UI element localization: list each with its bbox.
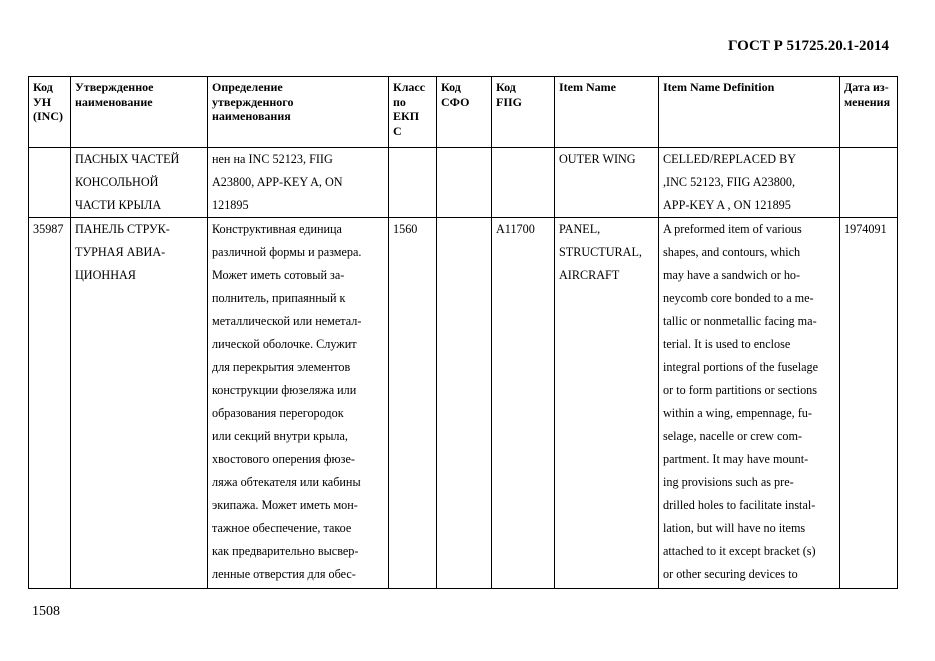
cell-line: экипажа. Может иметь мон- xyxy=(212,498,358,512)
cell-item_name xyxy=(555,218,659,589)
column-header-line: Код xyxy=(496,80,516,94)
cell-line: 1560 xyxy=(393,222,418,236)
column-header-ekps xyxy=(389,77,437,148)
cell-line: полнитель, припаянный к xyxy=(212,291,346,305)
cell-line: STRUCTURAL, xyxy=(559,245,642,259)
cell-line: ПАСНЫХ ЧАСТЕЙ xyxy=(75,152,180,166)
document-id: ГОСТ Р 51725.20.1-2014 xyxy=(727,38,889,54)
column-header-line: Код xyxy=(441,80,461,94)
cell-line: or to form partitions or sections xyxy=(663,383,818,397)
cell-line: PANEL, xyxy=(559,222,601,236)
cell-line: 121895 xyxy=(212,198,249,212)
cell-line: shapes, and contours, which xyxy=(663,245,801,259)
cell-date xyxy=(840,148,898,218)
cell-fiig xyxy=(492,148,555,218)
column-header-line: Код xyxy=(33,80,53,94)
cell-line: CELLED/REPLACED BY xyxy=(663,152,797,166)
column-header-name_ru xyxy=(71,77,208,148)
cell-ekps xyxy=(389,218,437,589)
table-header-row xyxy=(29,77,898,148)
cell-line: OUTER WING xyxy=(559,152,636,166)
cell-ekps xyxy=(389,148,437,218)
cell-def_ru xyxy=(208,148,389,218)
cell-line: A preformed item of various xyxy=(663,222,802,236)
cell-line: Конструктивная единица xyxy=(212,222,342,236)
column-header-item_name xyxy=(555,77,659,148)
column-header-line: Класс xyxy=(393,80,426,94)
cell-inc xyxy=(29,148,71,218)
cell-line: may have a sandwich or ho- xyxy=(663,268,801,282)
cell-line: tallic or nonmetallic facing ma- xyxy=(663,314,817,328)
column-header-line: Дата из- xyxy=(844,80,889,94)
cell-line: как предварительно высвер- xyxy=(212,544,359,558)
cell-def_ru xyxy=(208,218,389,589)
cell-line: ленные отверстия для обес- xyxy=(212,567,356,581)
cell-line: AIRCRAFT xyxy=(559,268,620,282)
column-header-line: Item Name xyxy=(559,80,616,94)
column-header-line: С xyxy=(393,123,402,138)
column-header-line: Утвержденное xyxy=(75,80,154,94)
cell-line: ТУРНАЯ АВИА- xyxy=(75,245,166,259)
cell-line: или секций внутри крыла, xyxy=(212,429,348,443)
cell-line: selage, nacelle or crew com- xyxy=(663,429,803,443)
cell-inc xyxy=(29,218,71,589)
cell-line: ЧАСТИ КРЫЛА xyxy=(75,198,162,212)
column-header-line: по xyxy=(393,94,406,109)
cell-line: конструкции фюзеляжа или xyxy=(212,383,357,397)
cell-line: нен на INC 52123, FIIG xyxy=(212,152,333,166)
cell-line: neycomb core bonded to a me- xyxy=(663,291,814,305)
cell-fiig xyxy=(492,218,555,589)
cell-line: тажное обеспечение, такое xyxy=(212,521,352,535)
cell-line: partment. It may have mount- xyxy=(663,452,809,466)
cell-sfo xyxy=(437,148,492,218)
column-header-line: FIIG xyxy=(496,94,523,109)
cell-line: lation, but will have no items xyxy=(663,521,806,535)
cell-line: ЦИОННАЯ xyxy=(75,268,136,282)
column-header-line: УН xyxy=(33,94,52,109)
column-header-line: менения xyxy=(844,94,891,109)
cell-line: drilled holes to facilitate instal- xyxy=(663,498,816,512)
cell-name_ru xyxy=(71,218,208,589)
column-header-line: наименование xyxy=(75,94,153,109)
column-header-inc xyxy=(29,77,71,148)
cell-line: хвостового оперения фюзе- xyxy=(212,452,355,466)
cell-line: A23800, APP-KEY A, ON xyxy=(212,175,343,189)
column-header-line: Определение xyxy=(212,80,283,94)
cell-date xyxy=(840,218,898,589)
cell-line: образования перегородок xyxy=(212,406,344,420)
cell-line: лической оболочке. Служит xyxy=(212,337,357,351)
cell-line: Может иметь сотовый за- xyxy=(212,268,345,282)
cell-line: ,INC 52123, FIIG A23800, xyxy=(663,175,796,189)
column-header-line: (INC) xyxy=(33,109,63,123)
page-number: 1508 xyxy=(32,604,60,619)
column-header-line: Item Name Definition xyxy=(663,80,775,94)
cell-sfo xyxy=(437,218,492,589)
cell-line: 1974091 xyxy=(844,222,887,236)
column-header-line: наименования xyxy=(212,109,291,123)
cell-line: ing provisions such as pre- xyxy=(663,475,794,489)
cell-line: ляжа обтекателя или кабины xyxy=(212,475,361,489)
column-header-line: утвержденного xyxy=(212,94,294,109)
cell-line: различной формы и размера. xyxy=(212,245,362,259)
cell-line: integral portions of the fuselage xyxy=(663,360,819,374)
cell-line: A11700 xyxy=(496,222,535,236)
column-header-line: ЕКП xyxy=(393,109,420,123)
cell-item_name xyxy=(555,148,659,218)
column-header-def_ru xyxy=(208,77,389,148)
table-row xyxy=(29,148,898,218)
column-header-date xyxy=(840,77,898,148)
column-header-line: СФО xyxy=(441,94,470,109)
cell-line: для перекрытия элементов xyxy=(212,360,351,374)
table-row xyxy=(29,218,898,589)
cell-line: attached to it except bracket (s) xyxy=(663,544,816,558)
cell-line: within a wing, empennage, fu- xyxy=(663,406,812,420)
catalog-table xyxy=(28,76,898,589)
column-header-fiig xyxy=(492,77,555,148)
cell-item_def xyxy=(659,148,840,218)
cell-line: terial. It is used to enclose xyxy=(663,337,791,351)
cell-name_ru xyxy=(71,148,208,218)
cell-line: 35987 xyxy=(33,222,64,236)
cell-line: металлической или неметал- xyxy=(212,314,362,328)
cell-line: or other securing devices to xyxy=(663,567,798,581)
cell-line: APP-KEY A , ON 121895 xyxy=(663,198,791,212)
column-header-item_def xyxy=(659,77,840,148)
column-header-sfo xyxy=(437,77,492,148)
cell-line: КОНСОЛЬНОЙ xyxy=(75,175,159,189)
cell-item_def xyxy=(659,218,840,589)
cell-line: ПАНЕЛЬ СТРУК- xyxy=(75,222,170,236)
